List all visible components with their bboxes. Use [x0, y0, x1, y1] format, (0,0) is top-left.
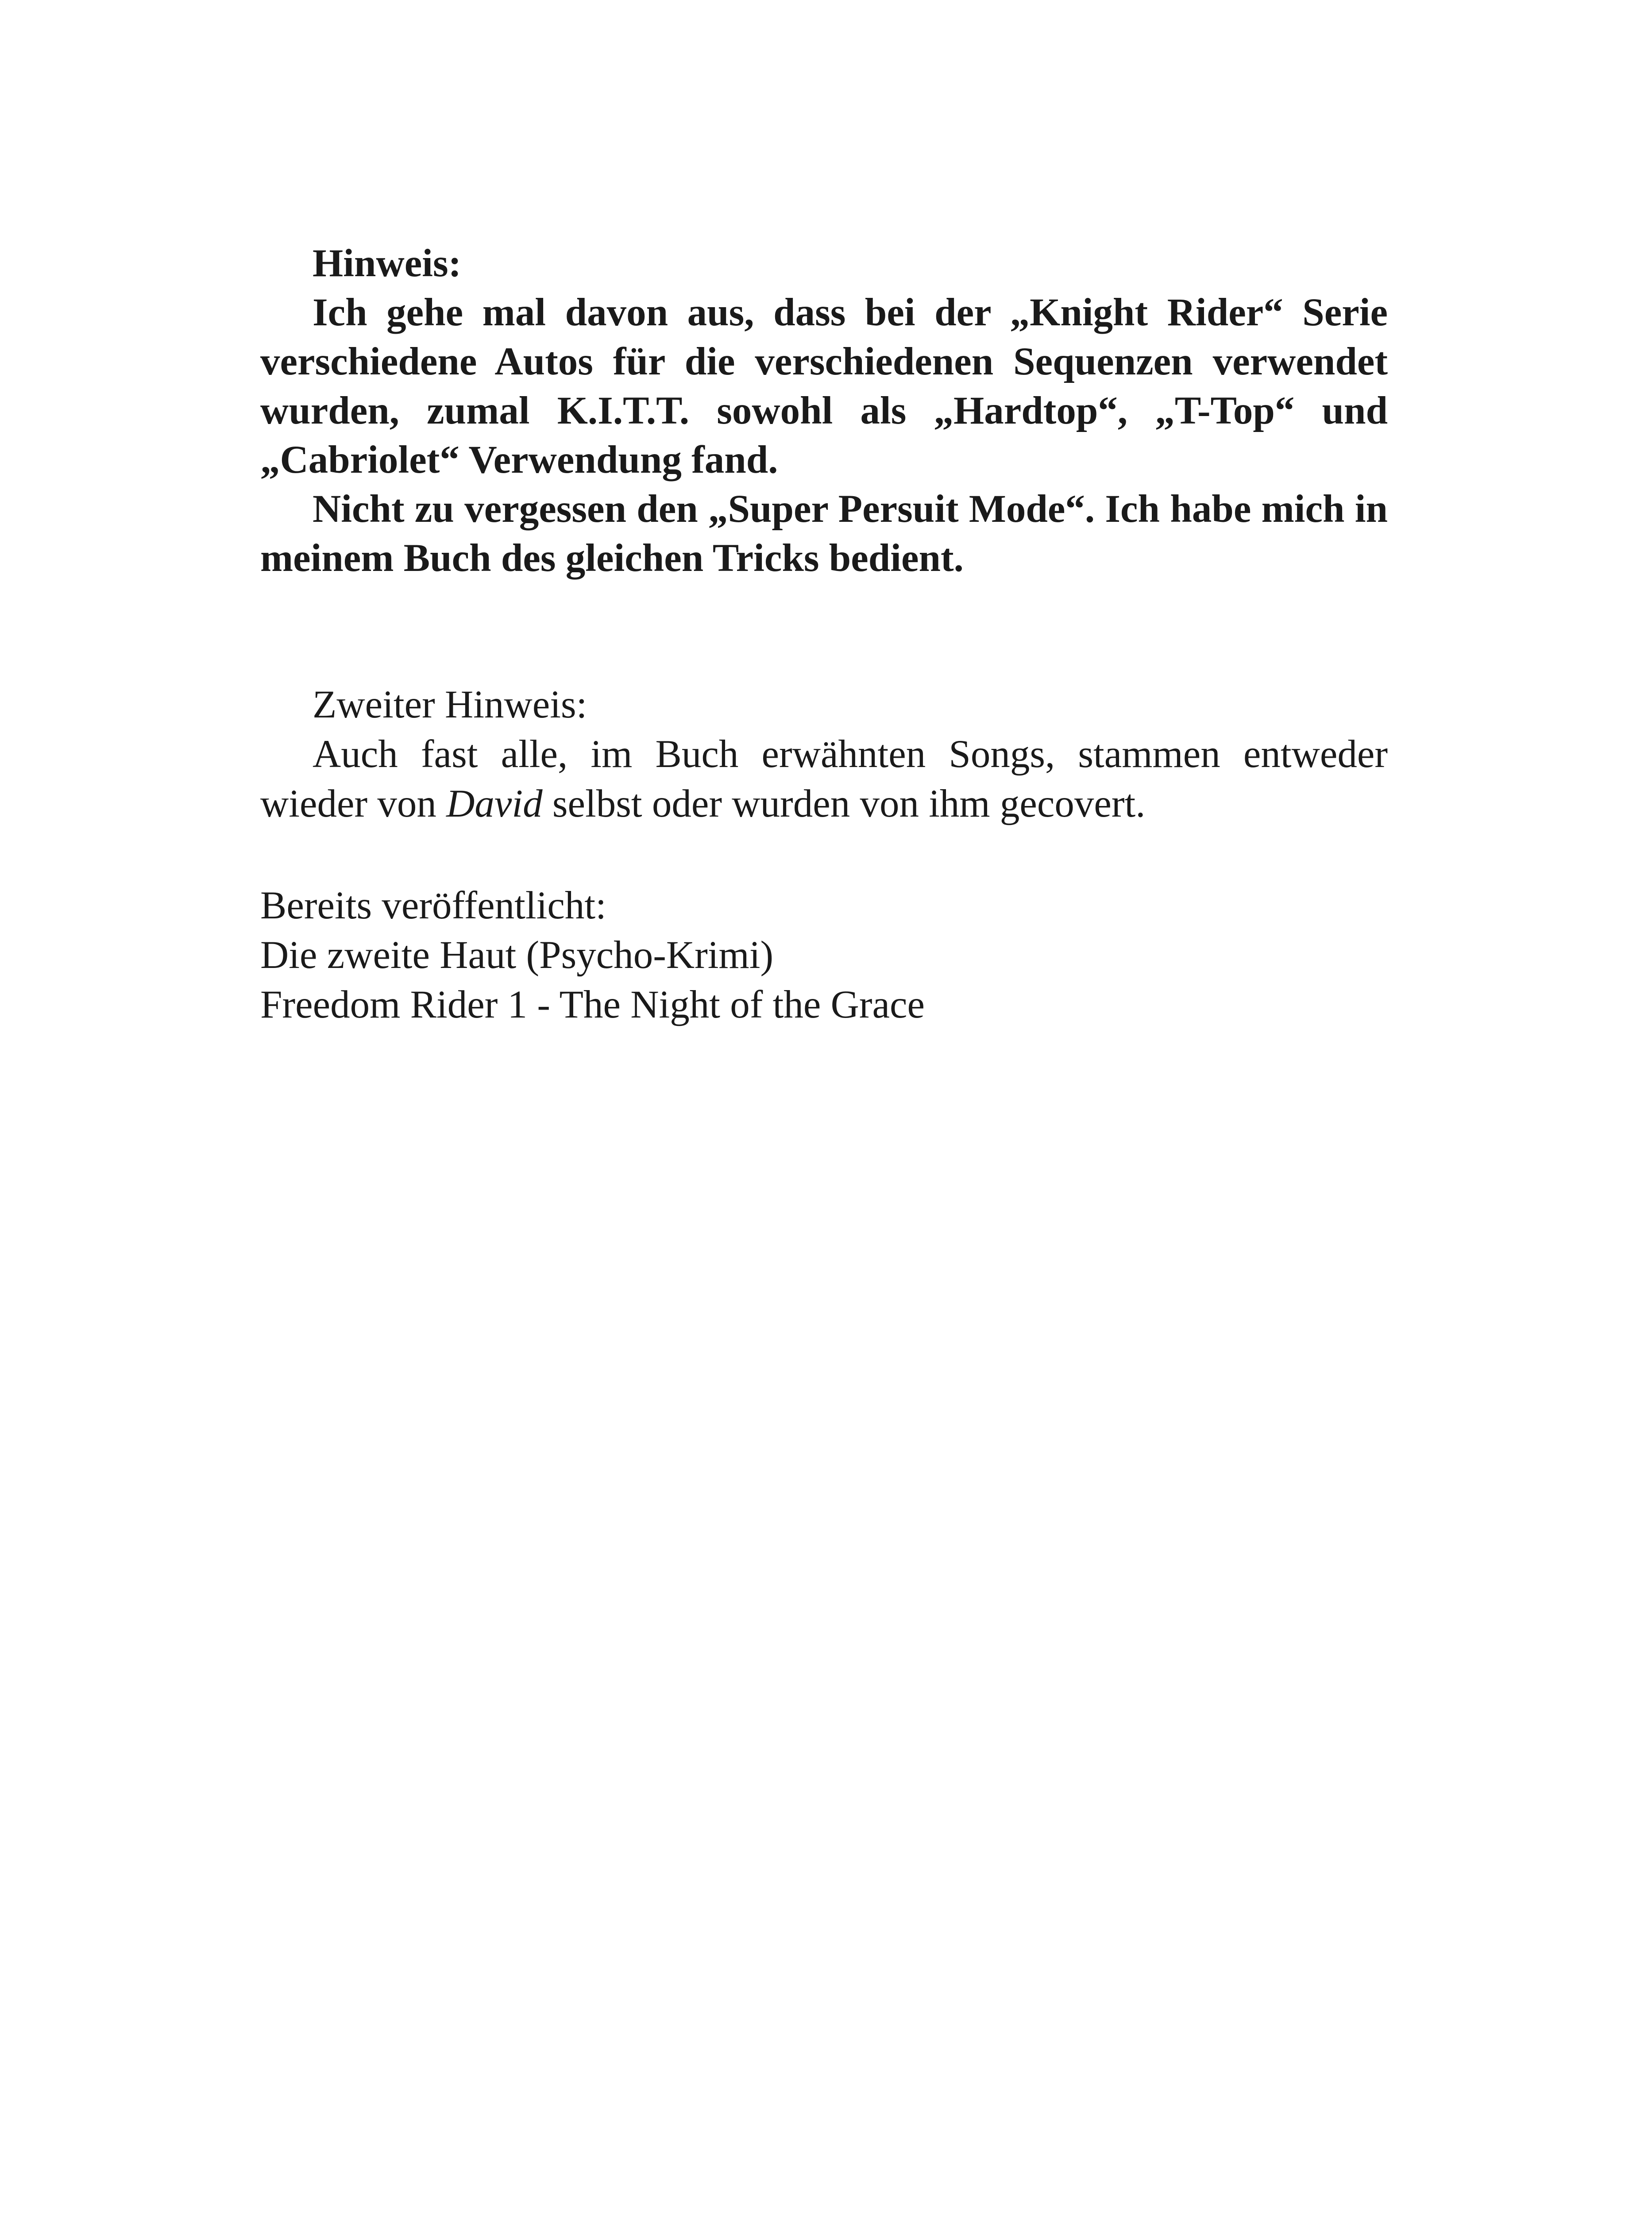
second-note-emphasis: David [446, 782, 543, 825]
note-heading: Hinweis: [313, 242, 462, 285]
second-note-text-after: selbst oder wurden von ihm gecovert. [542, 782, 1146, 825]
second-note-section [260, 680, 1388, 829]
second-note-paragraph [260, 729, 1388, 829]
second-note-heading: Zweiter Hinweis: [313, 683, 587, 726]
note-section [260, 239, 1388, 583]
published-heading: Bereits veröffentlicht: [260, 884, 606, 927]
published-section [260, 881, 1388, 1029]
published-item: Freedom Rider 1 - The Night of the Grace [260, 983, 925, 1026]
note-paragraph-super-persuit: Nicht zu vergessen den „Super Persuit Mode“. Ich habe mich in meinem Buch des gleichen Tricks bedient. [260, 487, 1388, 580]
second-note-text-before: Auch fast alle, im Buch erwähnten Songs, stammen entweder wieder von [260, 733, 1388, 825]
published-item: Die zweite Haut (Psycho-Krimi) [260, 933, 774, 977]
note-paragraph-knight-rider: Ich gehe mal davon aus, dass bei der „Knight Rider“ Serie verschiedene Autos für die verschiedenen Sequenzen verwendet wurden, zumal K.I.T.T. sowohl als „Hardtop“, „T-Top“ und „Cabriolet“ Verwendung fand. [260, 291, 1388, 482]
